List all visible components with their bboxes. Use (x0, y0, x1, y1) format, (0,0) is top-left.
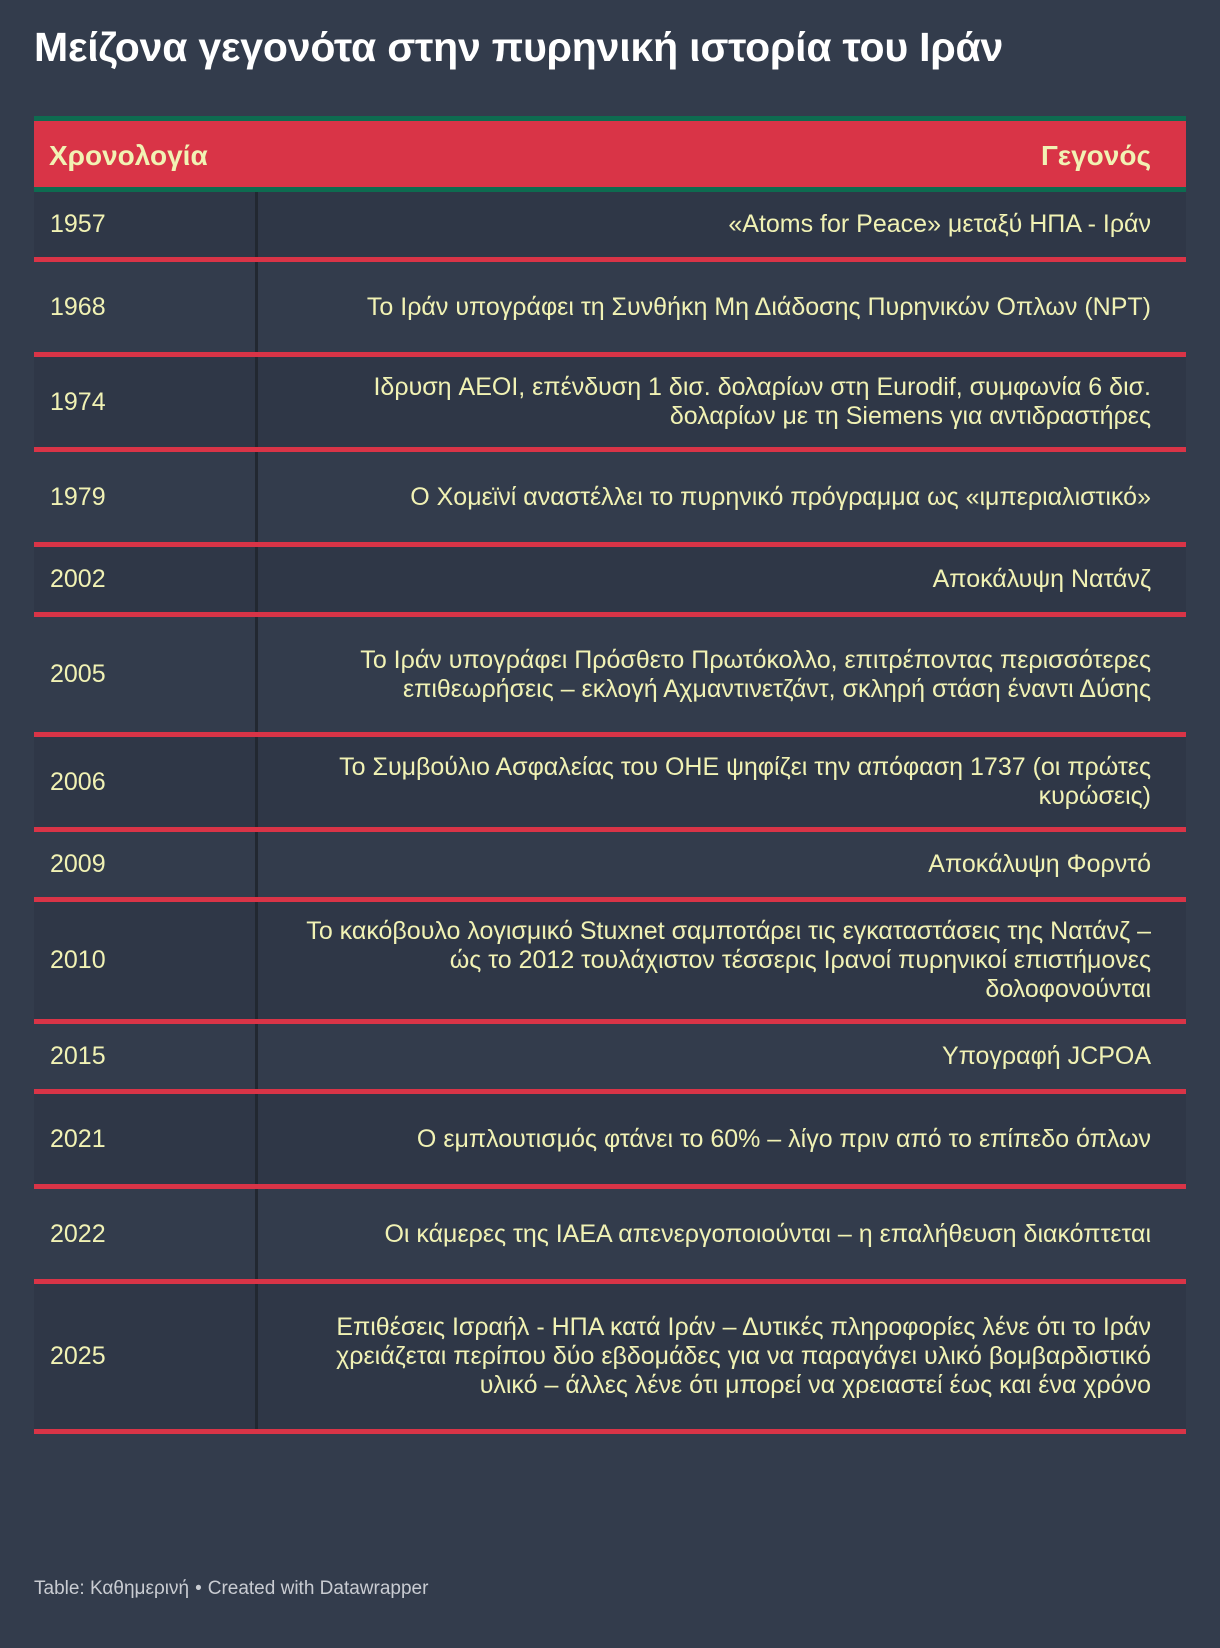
year-cell: 2025 (34, 1284, 258, 1429)
event-text: Ο εμπλουτισμός φτάνει το 60% – λίγο πριν από το επίπεδο όπλων (416, 1124, 1151, 1153)
event-cell (258, 1024, 1186, 1089)
year-cell: 2015 (34, 1024, 258, 1089)
footer-separator: • (195, 1578, 202, 1599)
table-row (34, 452, 1186, 547)
event-text: Αποκάλυψη Νατάνζ (932, 565, 1151, 593)
table-row (34, 357, 1186, 452)
event-cell (258, 192, 1186, 257)
table-row (34, 617, 1186, 737)
year-cell: 2009 (34, 832, 258, 897)
table-row (34, 262, 1186, 357)
table-row (34, 902, 1186, 1024)
event-cell (258, 547, 1186, 612)
year-cell: 1957 (34, 192, 258, 257)
event-cell (258, 1094, 1186, 1184)
event-cell (258, 902, 1186, 1019)
event-text: Ιδρυση AEOI, επένδυση 1 δισ. δολαρίων στη Eurodif, συμφωνία 6 δισ. δολαρίων με τη Siemens για αντιδραστήρες (373, 373, 1151, 430)
table-row (34, 1024, 1186, 1094)
credit-link[interactable]: Created with Datawrapper (207, 1578, 429, 1599)
event-cell (258, 452, 1186, 542)
event-text: Αποκάλυψη Φορντό (928, 850, 1151, 878)
year-cell: 2006 (34, 737, 258, 827)
year-cell: 2022 (34, 1189, 258, 1279)
page-title: Μείζονα γεγονότα στην πυρηνική ιστορία του Ιράν (34, 24, 1004, 70)
column-header-event[interactable]: Γεγονός (1040, 140, 1151, 171)
column-header-year[interactable]: Χρονολογία (49, 140, 208, 171)
event-text: Υπογραφή JCPOA (941, 1042, 1151, 1070)
event-text: Το Συμβούλιο Ασφαλείας του ΟΗΕ ψηφίζει την απόφαση 1737 (οι πρώτες κυρώσεις) (339, 753, 1151, 810)
footer (34, 1578, 428, 1600)
year-cell: 2010 (34, 902, 258, 1019)
event-text: Οι κάμερες της ΙΑΕΑ απενεργοποιούνται – η επαλήθευση διακόπτεται (384, 1219, 1151, 1248)
event-text: Ο Χομεϊνί αναστέλλει το πυρηνικό πρόγραμμα ως «ιμπεριαλιστικό» (410, 482, 1151, 511)
year-cell: 1979 (34, 452, 258, 542)
table-row (34, 1284, 1186, 1434)
table-header (34, 116, 1186, 192)
event-cell (258, 262, 1186, 352)
year-cell: 1968 (34, 262, 258, 352)
table-row (34, 1094, 1186, 1189)
source-note: Table: Καθημερινή (34, 1578, 190, 1599)
table-row (34, 547, 1186, 617)
event-text: Επιθέσεις Ισραήλ - ΗΠΑ κατά Ιράν – Δυτικές πληροφορίες λένε ότι το Ιράν χρειάζεται περίπου δύο εβδομάδες για να παραγάγει υλικό βομβαρδιστικό υλικό – άλλες λένε ότι μπορεί να χρειαστεί έως και ένα χρόνο (336, 1313, 1151, 1399)
event-cell (258, 1284, 1186, 1429)
events-table (34, 116, 1186, 1434)
event-text: Το Ιράν υπογράφει Πρόσθετο Πρωτόκολλο, επιτρέποντας περισσότερες επιθεωρήσεις – εκλογή Αχμαντινετζάντ, σκληρή στάση έναντι Δύσης (360, 645, 1151, 703)
event-cell (258, 617, 1186, 732)
year-cell: 2002 (34, 547, 258, 612)
year-cell: 2021 (34, 1094, 258, 1184)
table-row (34, 832, 1186, 902)
table-body (34, 192, 1186, 1434)
table-row (34, 737, 1186, 832)
event-cell (258, 832, 1186, 897)
year-cell: 2005 (34, 617, 258, 732)
event-text: «Atoms for Peace» μεταξύ ΗΠΑ - Ιράν (728, 210, 1151, 238)
table-row (34, 1189, 1186, 1284)
table-row (34, 192, 1186, 262)
event-cell (258, 1189, 1186, 1279)
event-text: Το κακόβουλο λογισμικό Stuxnet σαμποτάρει τις εγκαταστάσεις της Νατάνζ – ώς το 2012 τουλάχιστον τέσσερις Ιρανοί πυρηνικοί επιστήμονες δολοφονούνται (306, 917, 1151, 1003)
year-cell: 1974 (34, 357, 258, 447)
event-text: Το Ιράν υπογράφει τη Συνθήκη Μη Διάδοσης Πυρηνικών Οπλων (NPT) (366, 292, 1151, 321)
event-cell (258, 737, 1186, 827)
event-cell (258, 357, 1186, 447)
